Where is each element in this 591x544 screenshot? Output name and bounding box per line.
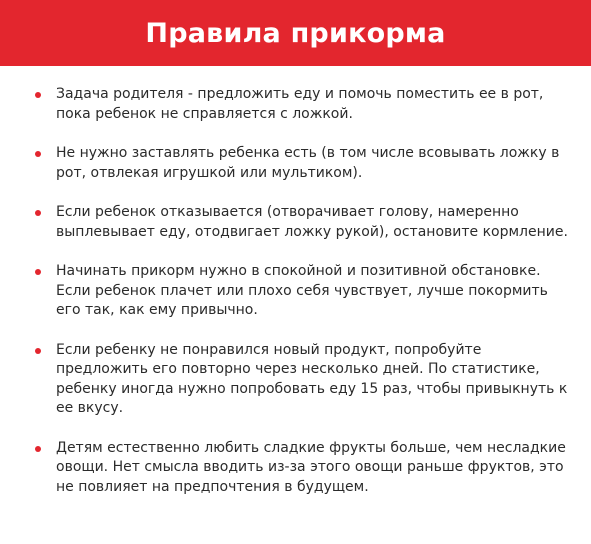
bullet-icon — [35, 269, 41, 275]
bullet-icon — [35, 210, 41, 216]
list-item-text: Если ребенок отказывается (отворачивает голову, намеренно выплевывает еду, отодвигает ложку рукой), остановите кормление. — [56, 204, 568, 240]
list-item — [35, 144, 571, 183]
rules-list — [0, 66, 591, 497]
list-item — [35, 203, 571, 242]
bullet-icon — [35, 151, 41, 157]
list-item-text: Не нужно заставлять ребенка есть (в том числе всовывать ложку в рот, отвлекая игрушкой или мультиком). — [56, 145, 560, 181]
list-item — [35, 341, 571, 419]
bullet-icon — [35, 348, 41, 354]
list-item — [35, 262, 571, 321]
list-item — [35, 439, 571, 498]
header-banner — [0, 0, 591, 66]
bullet-icon — [35, 92, 41, 98]
list-item-text: Детям естественно любить сладкие фрукты больше, чем несладкие овощи. Нет смысла вводить из-за этого овощи раньше фруктов, это не повлияет на предпочтения в будущем. — [56, 439, 566, 495]
list-item — [35, 85, 571, 124]
list-item-text: Если ребенку не понравился новый продукт, попробуйте предложить его повторно через несколько дней. По статистике, ребенку иногда нужно попробовать еду 15 раз, чтобы привыкнуть к ее вкусу. — [56, 341, 568, 416]
bullet-icon — [35, 446, 41, 452]
page-title: Правила прикорма — [145, 17, 446, 49]
list-item-text: Начинать прикорм нужно в спокойной и позитивной обстановке. Если ребенок плачет или плохо себя чувствует, лучше покормить его так, как ему привычно. — [56, 263, 548, 318]
list-item-text: Задача родителя - предложить еду и помочь поместить ее в рот, пока ребенок не справляется с ложкой. — [56, 86, 544, 122]
